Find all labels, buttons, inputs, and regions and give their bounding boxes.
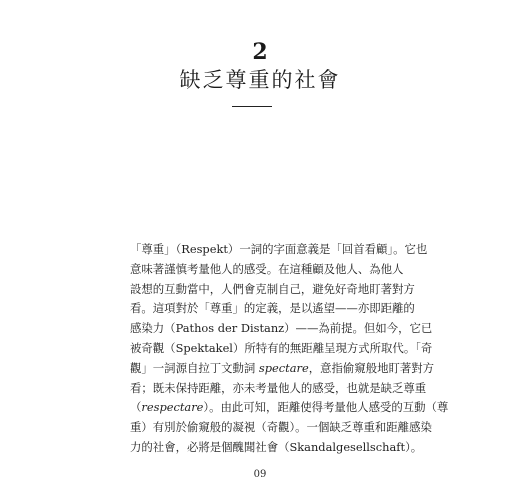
body-segment: 設想的互動當中，人們會克制自己，避免好奇地盯著對方: [130, 281, 415, 296]
body-segment: 被奇觀（Spektakel）所特有的無距離呈現方式所取代。「奇: [130, 340, 433, 355]
title-divider: [232, 106, 272, 107]
body-line: [130, 418, 432, 438]
page-number: 09: [253, 469, 267, 480]
body-line: [130, 280, 415, 300]
body-line: [130, 379, 427, 399]
chapter-title: 缺乏尊重的社會: [179, 68, 341, 92]
body-line: [130, 398, 449, 418]
body-line: [130, 339, 433, 359]
body-segment: 意味著謹慎考量他人的感受。在這種顧及他人、為他人: [130, 261, 404, 276]
body-segment: 看。這項對於「尊重」的定義，是以遙望——亦即距離的: [130, 301, 415, 316]
body-segment: 「尊重」（Respekt）一詞的字面意義是「回首看顧」。它也: [130, 242, 428, 256]
body-segment: ）。由此可知，距離使得考量他人感受的互動（尊: [203, 400, 449, 415]
body-line: [130, 359, 435, 379]
body-text: [130, 240, 449, 458]
chapter-number: 2: [252, 39, 268, 65]
body-segment: 觀」一詞源自拉丁文動詞: [130, 360, 259, 375]
body-line: [130, 240, 428, 260]
body-line: [130, 319, 433, 339]
latin-term: spectare: [258, 360, 309, 375]
body-segment: 感染力（Pathos der Distanz）——為前提。但如今，它已: [130, 321, 433, 336]
body-segment: 看；既未保持距離，亦未考量他人的感受，也就是缺乏尊重: [130, 380, 427, 395]
body-line: [130, 260, 404, 280]
latin-term: respectare: [141, 400, 204, 415]
body-segment: 力的社會，必將是個醜聞社會（Skandalgesellschaft）。: [130, 439, 423, 454]
body-segment: ，意指偷窺般地盯著對方: [308, 360, 435, 375]
body-segment: （: [130, 400, 142, 415]
body-segment: 重）有別於偷窺般的凝視（奇觀）。一個缺乏尊重和距離感染: [130, 420, 432, 435]
body-line: [130, 299, 415, 319]
body-line: [130, 438, 423, 458]
